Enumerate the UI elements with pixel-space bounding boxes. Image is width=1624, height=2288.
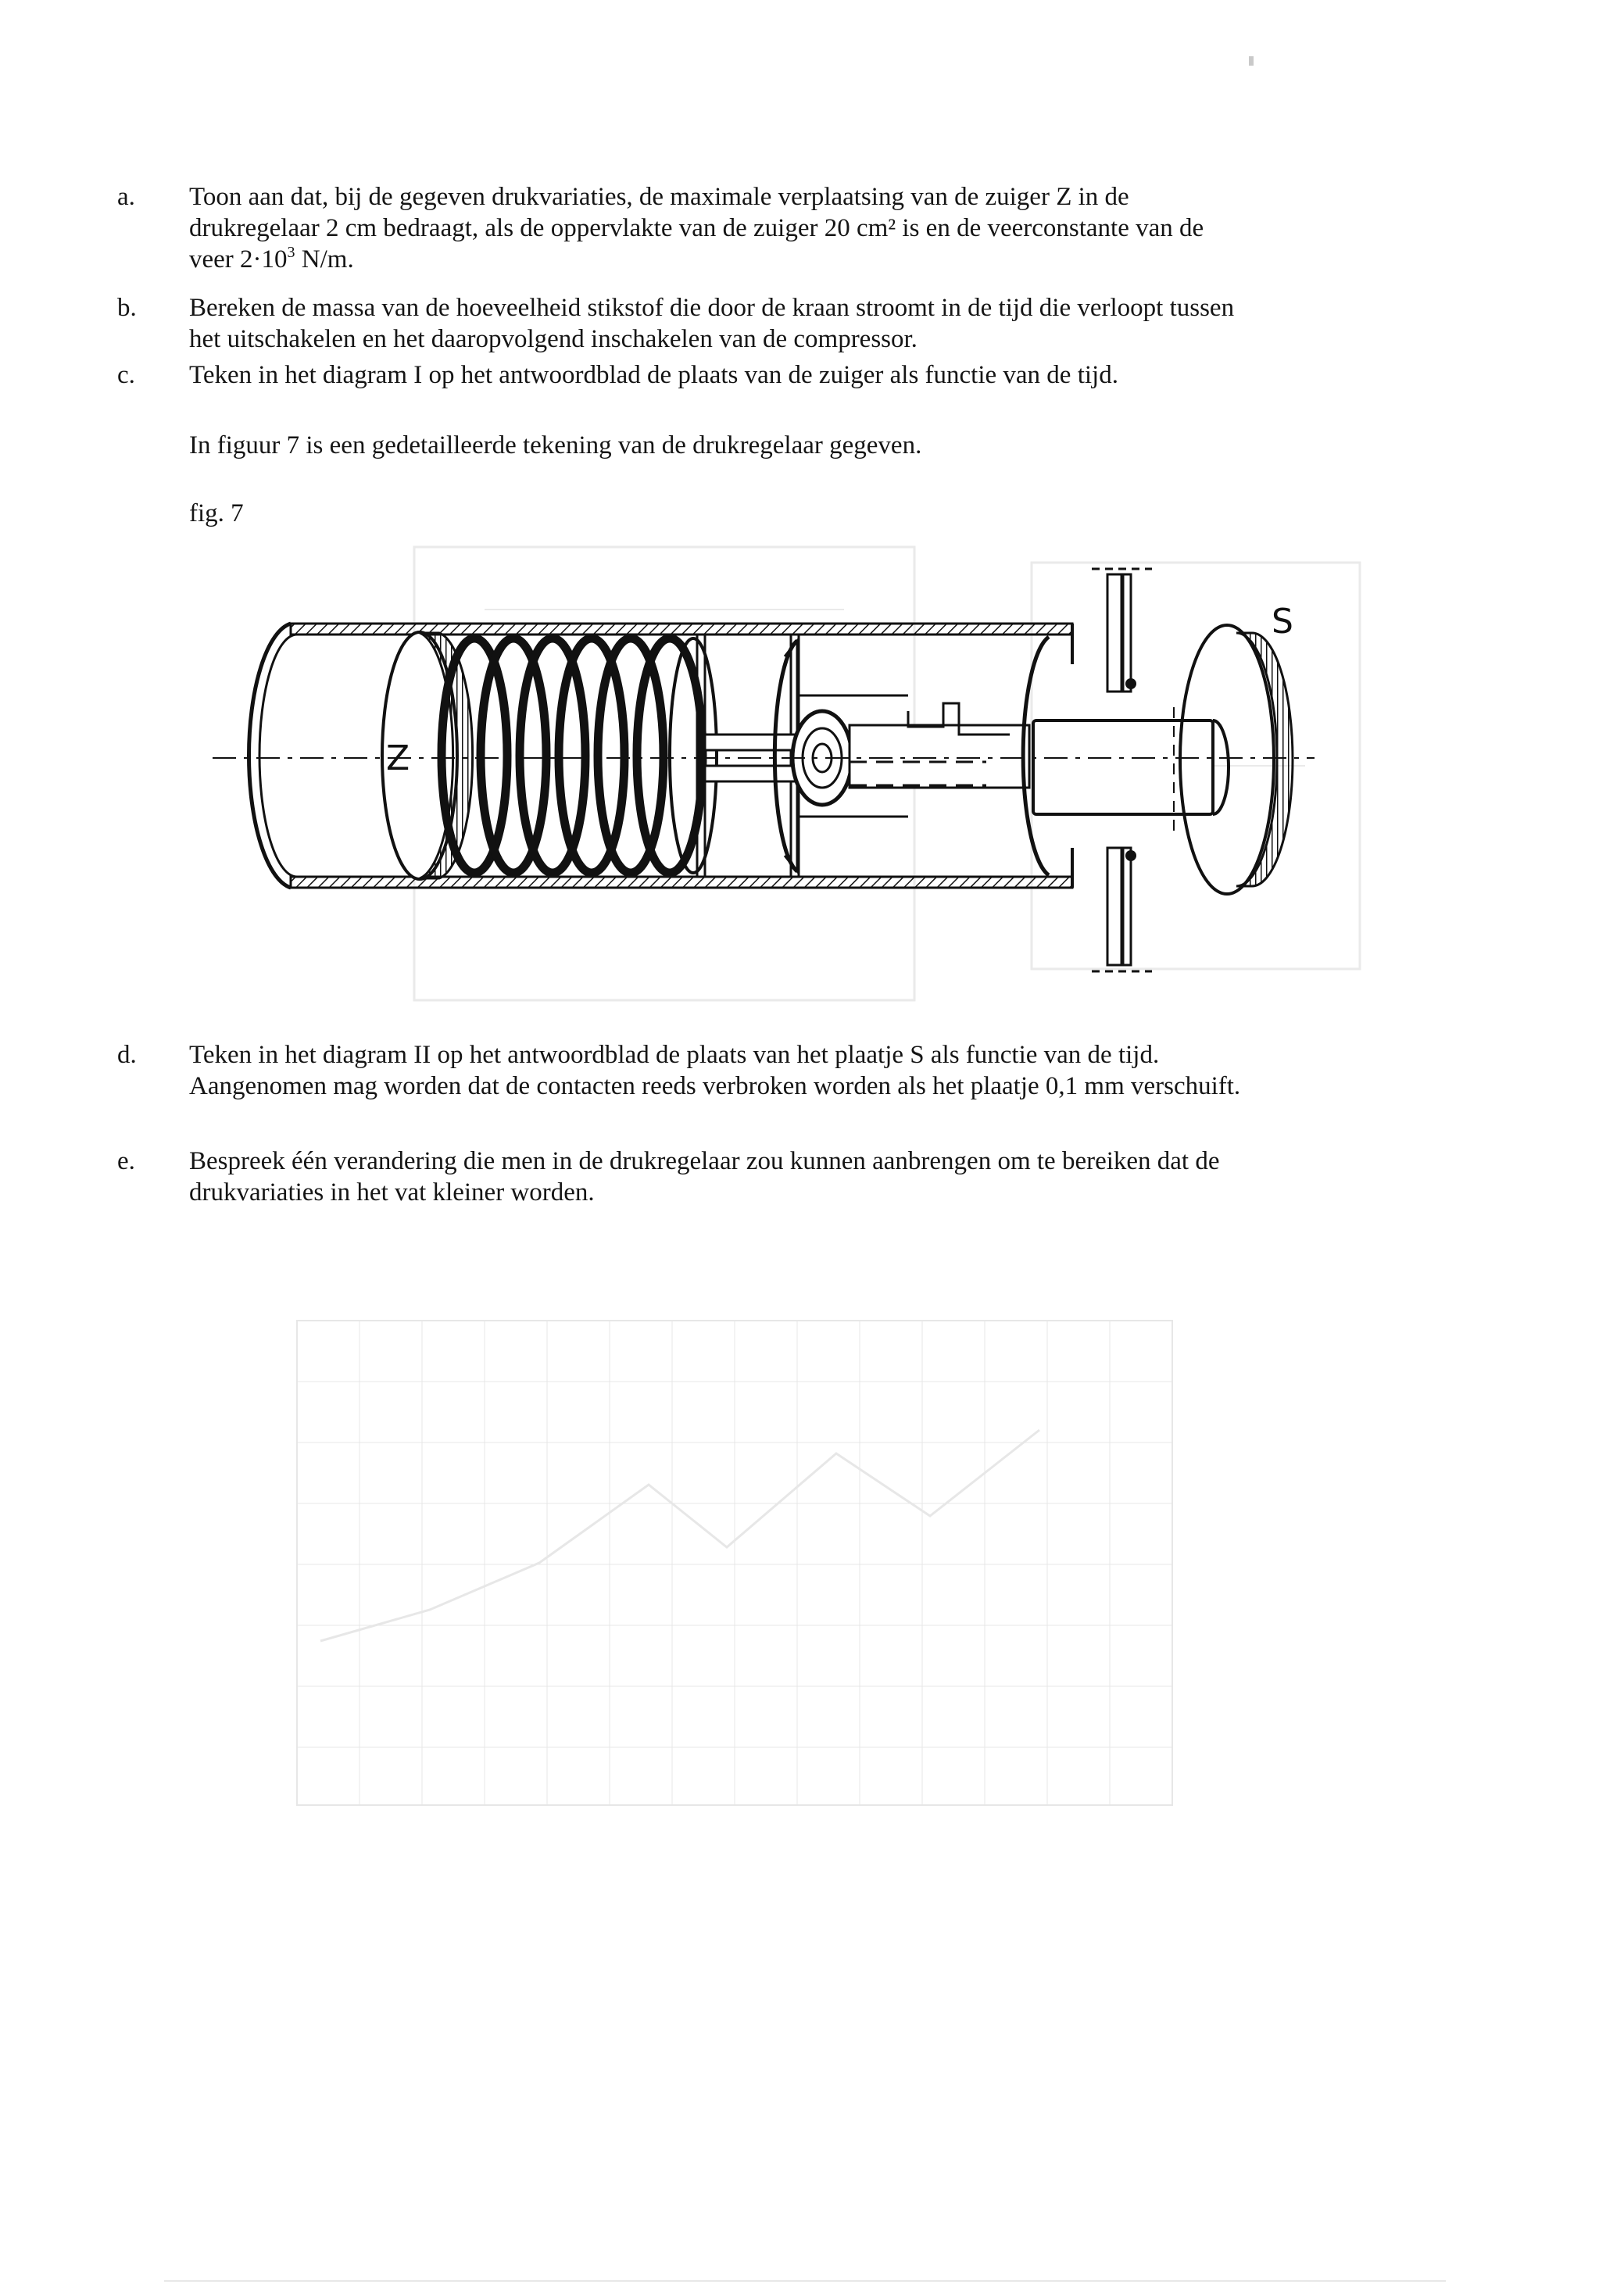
question-b-text xyxy=(189,292,1234,355)
question-e-line-1: Bespreek één verandering die men in de drukregelaar zou kunnen aanbrengen om te bereiken dat de xyxy=(189,1147,1220,1175)
figure-intro xyxy=(189,430,921,461)
spring xyxy=(442,638,703,873)
figure-caption-text: fig. 7 xyxy=(189,499,244,527)
question-c-label: c. xyxy=(117,361,135,389)
question-a-label: a. xyxy=(117,183,135,211)
question-b-line-1: Bereken de massa van de hoeveelheid stikstof die door de kraan stroomt in de tijd die verloopt tussen xyxy=(189,294,1235,322)
question-a-text xyxy=(189,181,1204,275)
question-a-unit: N/m. xyxy=(295,245,354,273)
slider xyxy=(850,703,1029,788)
scan-speck xyxy=(1249,56,1254,66)
question-e-text xyxy=(189,1146,1220,1208)
plate-label-s: S xyxy=(1272,602,1293,642)
piston-label-z: Z xyxy=(386,738,410,778)
question-a-exponent: 3 xyxy=(287,244,295,261)
piston-z xyxy=(382,632,473,879)
question-c-text xyxy=(189,359,1118,391)
bleed-through-grid xyxy=(289,1313,1180,1813)
figure-intro-text: In figuur 7 is een gedetailleerde tekening van de drukregelaar gegeven. xyxy=(189,431,922,459)
page-bottom-edge xyxy=(164,2280,1446,2282)
question-d-line-2: Aangenomen mag worden dat de contacten reeds verbroken worden als het plaatje 0,1 mm verschuift. xyxy=(189,1072,1241,1100)
question-e-label: e. xyxy=(117,1147,135,1175)
question-a-line-3 xyxy=(189,244,1204,275)
figure-caption xyxy=(189,498,244,529)
question-d-text xyxy=(189,1039,1240,1102)
question-d-line-1: Teken in het diagram II op het antwoordblad de plaats van het plaatje S als functie van de tijd. xyxy=(189,1041,1160,1069)
pressure-regulator-figure xyxy=(205,547,1322,1000)
question-a-line-1: Toon aan dat, bij de gegeven drukvariaties, de maximale verplaatsing van de zuiger Z in de xyxy=(189,183,1129,211)
question-c-line-1: Teken in het diagram I op het antwoordblad de plaats van de zuiger als functie van de tijd. xyxy=(189,361,1118,389)
question-a-line-2: drukregelaar 2 cm bedraagt, als de oppervlakte van de zuiger 20 cm² is en de veerconstante van de xyxy=(189,214,1204,242)
question-b-label: b. xyxy=(117,294,137,322)
question-e-line-2: drukvariaties in het vat kleiner worden. xyxy=(189,1178,595,1207)
question-b-line-2: het uitschakelen en het daaropvolgend inschakelen van de compressor. xyxy=(189,325,918,353)
question-d-label: d. xyxy=(117,1041,137,1069)
question-a-line-3-text: veer 2·10 xyxy=(189,245,288,273)
